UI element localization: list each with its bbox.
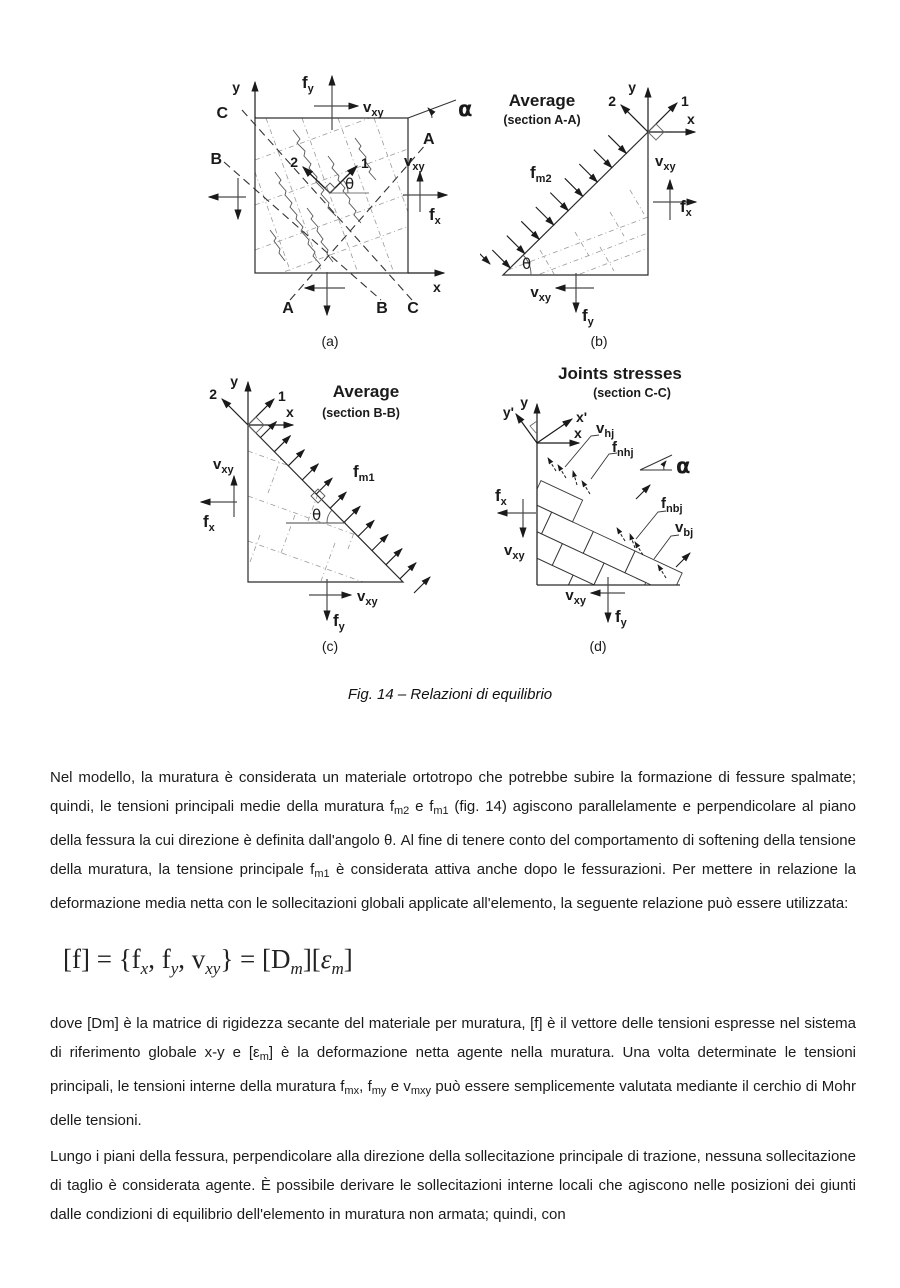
vxy-fx-right-cross xyxy=(403,172,447,212)
panel-a-tag: (a) xyxy=(321,333,339,349)
body-text xyxy=(50,763,856,1236)
vhj-label: $v_{hj}$ xyxy=(596,420,615,440)
fm1-tension-arrows xyxy=(260,422,430,593)
bottom-cross xyxy=(305,272,345,315)
section-line-BB xyxy=(224,162,381,300)
panel-b-subtitle: (section A-A) xyxy=(503,113,581,127)
dir1-label: 1 xyxy=(681,93,689,109)
fx-label: $f_x$ xyxy=(429,205,441,227)
section-A-label-bottom: A xyxy=(282,300,294,317)
fx-label: $f_x$ xyxy=(680,197,692,219)
axis-y-label: y xyxy=(628,79,636,95)
alpha-angle xyxy=(408,100,456,118)
axis-yprime-label: y' xyxy=(502,404,514,420)
crack-lines xyxy=(270,130,376,264)
theta-label: θ xyxy=(522,255,532,273)
vxy-label-top: $v_{xy}$ xyxy=(363,99,384,119)
element-outline xyxy=(537,443,680,585)
paragraph-3: Lungo i piani della fessura, perpendicolare alla direzione della sollecitazione principale di trazione, nessuna sollecitazione di taglio è considerata agente. È possibile derivare le sollecitazioni interne locali che agiscono nelle posizioni dei giunti dalle condizioni di equilibrio dell'elemento in muratura non armata; quindi, con xyxy=(50,1148,856,1223)
fnhj-label: $f_{nhj}$ xyxy=(612,439,634,459)
section-line-CC xyxy=(242,110,412,300)
dir1-label: 1 xyxy=(361,155,369,171)
panel-c-average-section-BB xyxy=(170,355,480,665)
joint-grid xyxy=(240,104,420,288)
dir1-label: 1 xyxy=(278,388,286,404)
fm2-compression-arrows xyxy=(480,135,626,268)
fnbj-label: $f_{nbj}$ xyxy=(661,495,683,515)
axis-x-label: x xyxy=(687,111,695,127)
dir2-label: 2 xyxy=(209,386,217,402)
vxy-fy-bottom-cross xyxy=(556,273,594,312)
section-C-label-top: C xyxy=(216,105,228,122)
fy-label: $f_y$ xyxy=(333,611,345,633)
axis-x-label: x xyxy=(433,279,441,295)
panel-d-joints-stresses-section-CC xyxy=(470,355,780,665)
fx-label: $f_x$ xyxy=(203,512,215,534)
alpha-angle-detail xyxy=(640,455,672,470)
joint-stress-arrows-dashed xyxy=(548,458,666,578)
section-B-label-left: B xyxy=(210,151,222,168)
axis-y-label: y xyxy=(232,79,240,95)
vxy-label-right: $v_{xy}$ xyxy=(404,153,425,173)
axis-x-label: x xyxy=(574,425,582,441)
fy-label: $f_y$ xyxy=(582,306,594,328)
fx-label: $f_x$ xyxy=(495,486,507,508)
alpha-label: α xyxy=(676,454,691,478)
panel-a-cracked-element xyxy=(180,60,480,350)
element-outline xyxy=(255,118,408,273)
dir2-label: 2 xyxy=(290,154,298,170)
vxy-label-bottom: $v_{xy}$ xyxy=(530,284,551,304)
section-C-label-bottom: C xyxy=(407,300,419,317)
vxy-label-right: $v_{xy}$ xyxy=(655,153,676,173)
dir2-label: 2 xyxy=(608,93,616,109)
panel-c-title: Average xyxy=(332,382,400,401)
panel-d-tag: (d) xyxy=(589,638,607,654)
paragraph-2: dove [Dm] è la matrice di rigidezza secante del materiale per muratura, [f] è il vettore delle tensioni espresse nel sistema di riferimento globale x-y e $[\varepsilon_m]$ è la deformazione netta agente nella muratura. Una volta determinate le tensioni principali, le tensioni interne della muratura $f_{mx}$, $f_{my}$ e $v_{mxy}$ può essere semplicemente valutata mediante il cerchio di Mohr delle tensioni. xyxy=(50,1015,856,1129)
panel-d-subtitle: (section C-C) xyxy=(593,386,671,400)
paragraph-1: Nel modello, la muratura è considerata un materiale ortotropo che potrebbe subire la formazione di fessure spalmate; quindi, le tensioni principali medie della muratura $f_{m2}$ e $f_{m1}$ (fig. 14) agiscono parallelamente e perpendicolare al piano della fessura la cui direzione è definita dall'angolo θ. Al fine di tenere conto del comportamento di softening della tensione della muratura, la tensione principale $f_{m1}$ è considerata attiva anche dopo le fessurazioni. Per mettere in relazione la deformazione media netta con le sollecitazioni globali applicate all'elemento, la seguente relazione può essere utilizzata: xyxy=(50,769,856,912)
vxy-fy-bottom-cross xyxy=(309,579,351,620)
axis-y-label: y xyxy=(230,373,238,389)
vbj-label: $v_{bj}$ xyxy=(675,519,694,539)
panel-b-title: Average xyxy=(508,91,576,110)
panel-c-subtitle: (section B-B) xyxy=(322,406,400,420)
theta-label: θ xyxy=(312,506,322,524)
panel-c-tag: (c) xyxy=(321,638,339,654)
left-cross xyxy=(209,178,246,219)
theta-label: θ xyxy=(345,175,355,193)
section-B-label-bottom: B xyxy=(376,300,388,317)
figure-caption: Fig. 14 – Relazioni di equilibrio xyxy=(347,686,553,703)
axis-x-label: x xyxy=(286,404,294,420)
axis-y-label: y xyxy=(520,394,528,410)
equation: $[f] = \{f_x$, $f_y$, $v_{xy}\} = [D_m][\varepsilon_m]$ xyxy=(63,944,353,978)
fy-label: $f_y$ xyxy=(302,73,314,95)
alpha-label: α xyxy=(458,97,473,121)
panel-d-title: Joints stresses xyxy=(558,364,682,383)
triangle-outline xyxy=(248,425,403,582)
axis-xprime-label: x' xyxy=(576,409,588,425)
panel-b-average-section-AA xyxy=(480,60,780,350)
vxy-fx-left-cross xyxy=(201,476,237,517)
fy-vxy-top-cross xyxy=(314,76,358,130)
vxy-label-left: $v_{xy}$ xyxy=(504,542,525,562)
joint-grid xyxy=(248,451,403,582)
panel-b-tag: (b) xyxy=(590,333,608,349)
fy-label: $f_y$ xyxy=(615,607,627,629)
section-A-label-top: A xyxy=(423,131,435,148)
vxy-label-bottom: $v_{xy}$ xyxy=(565,587,586,607)
vxy-label-bottom: $v_{xy}$ xyxy=(357,588,378,608)
fm2-label: $f_{m2}$ xyxy=(530,163,552,185)
vxy-label-left: $v_{xy}$ xyxy=(213,456,234,476)
fm1-label: $f_{m1}$ xyxy=(353,462,375,484)
